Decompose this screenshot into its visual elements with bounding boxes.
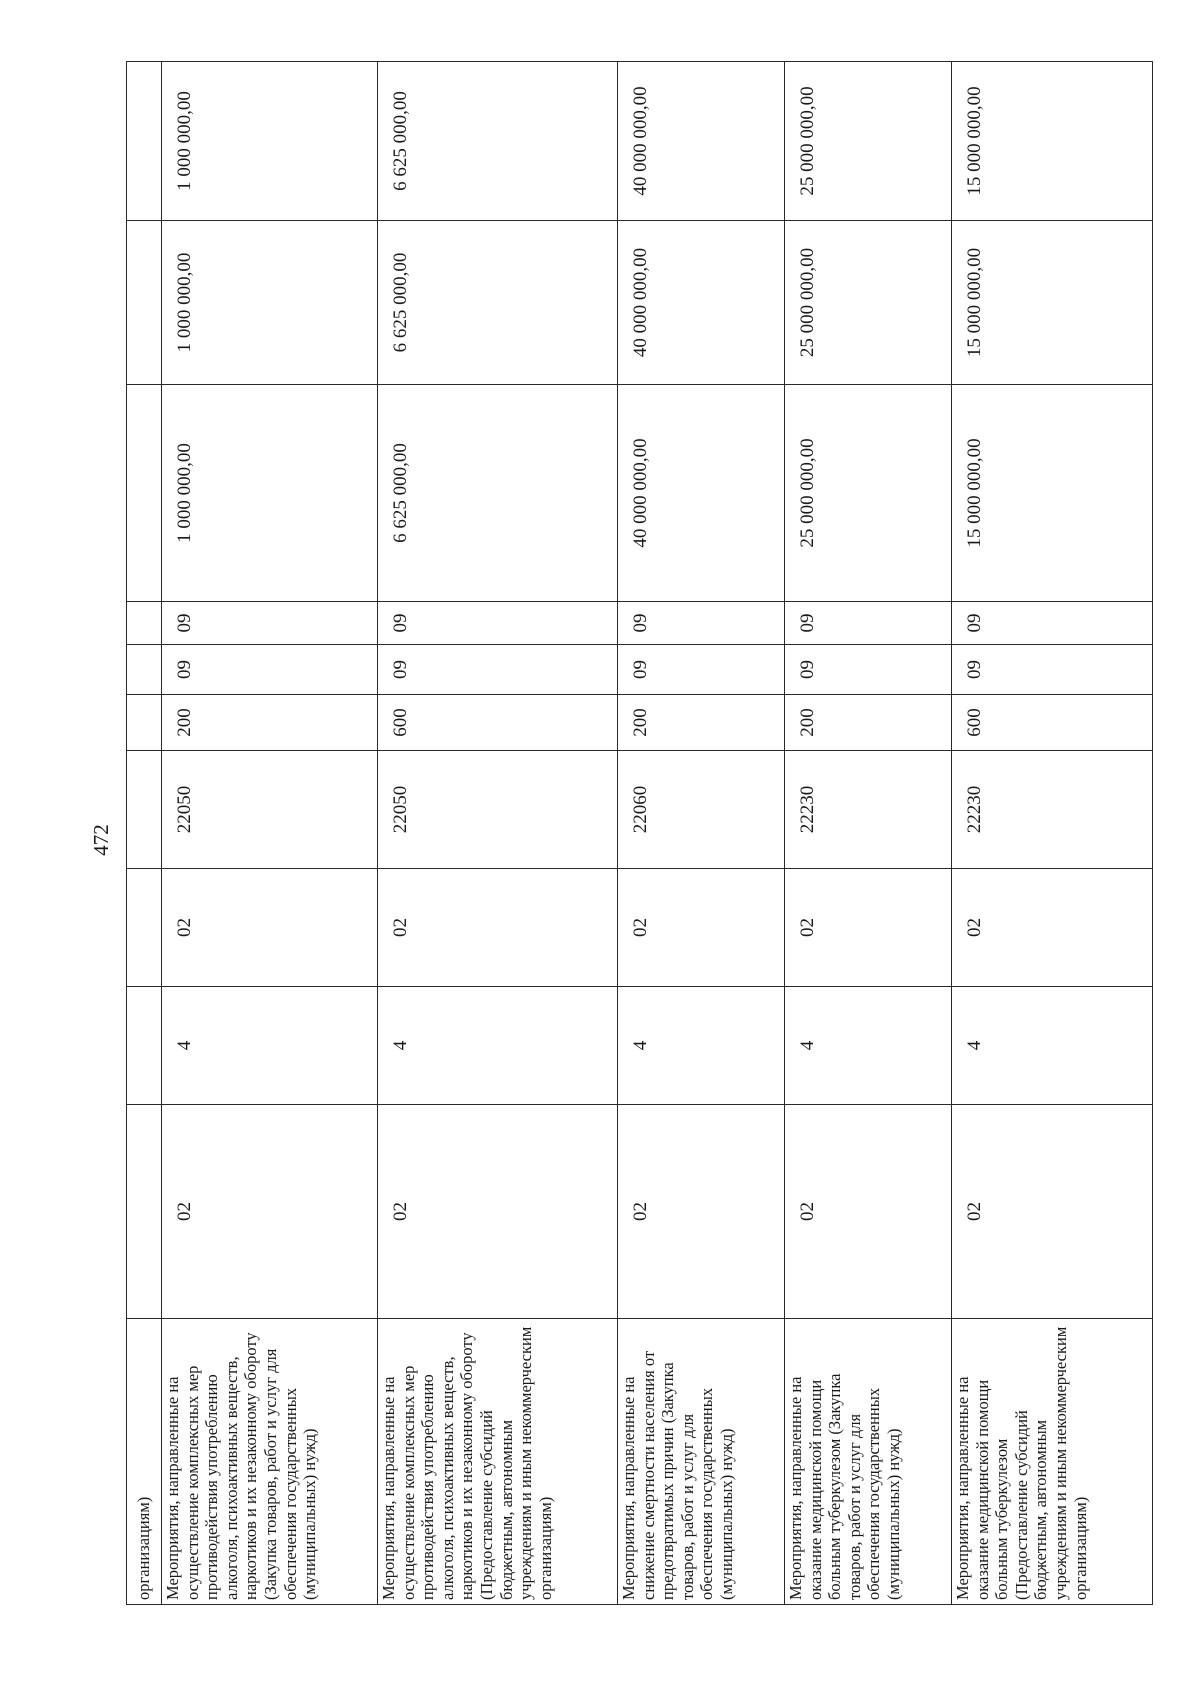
- row-code-a: 02: [785, 1105, 952, 1319]
- row-amount-2: 25 000 000,00: [785, 221, 952, 385]
- row-amount-2: 1 000 000,00: [162, 221, 378, 385]
- row-amount-1: 40 000 000,00: [618, 385, 785, 602]
- row-code-f: 09: [785, 645, 952, 695]
- row-code-g: 09: [785, 602, 952, 645]
- row-amount-1: 25 000 000,00: [785, 385, 952, 602]
- row-amount-1: 6 625 000,00: [378, 385, 618, 602]
- row-code-g: 09: [378, 602, 618, 645]
- row-amount-3: 15 000 000,00: [952, 62, 1153, 221]
- row-amount-3: 25 000 000,00: [785, 62, 952, 221]
- row-code-c: 02: [952, 869, 1153, 987]
- page-number: 472: [89, 824, 113, 856]
- row-description: Мероприятия, направленные на осуществление комплексных мер противодействия употреблению алкоголя, психоактивных веществ, наркотиков и их незаконному обороту (Закупка товаров, работ и услуг для обеспечения государственных (муниципальных) нужд): [162, 1319, 378, 1605]
- row-code-f: 09: [618, 645, 785, 695]
- row-code-d: 22050: [162, 751, 378, 869]
- row-code-c: 02: [785, 869, 952, 987]
- budget-table: [126, 61, 1153, 1605]
- row-description: Мероприятия, направленные на оказание медицинской помощи больным туберкулезом (Предоставление субсидий бюджетным, автономным учреждениям и иным некоммерческим организациям): [952, 1319, 1153, 1605]
- row-code-a: 02: [618, 1105, 785, 1319]
- row-amount-1: 15 000 000,00: [952, 385, 1153, 602]
- row-amount-2: 15 000 000,00: [952, 221, 1153, 385]
- row-code-e: 200: [618, 695, 785, 751]
- row-code-d: 22060: [618, 751, 785, 869]
- row-code-e: 200: [785, 695, 952, 751]
- row-code-a: 02: [378, 1105, 618, 1319]
- table-row: [785, 62, 952, 1605]
- row-code-g: 09: [162, 602, 378, 645]
- continuation-text: организациям): [127, 1319, 162, 1605]
- row-amount-2: 6 625 000,00: [378, 221, 618, 385]
- row-code-f: 09: [952, 645, 1153, 695]
- table-row: [162, 62, 378, 1605]
- row-code-f: 09: [162, 645, 378, 695]
- row-code-b: 4: [785, 987, 952, 1105]
- row-description: Мероприятия, направленные на оказание медицинской помощи больным туберкулезом (Закупка товаров, работ и услуг для обеспечения государственных (муниципальных) нужд): [785, 1319, 952, 1605]
- row-amount-3: 1 000 000,00: [162, 62, 378, 221]
- row-amount-3: 6 625 000,00: [378, 62, 618, 221]
- row-amount-3: 40 000 000,00: [618, 62, 785, 221]
- table-row: [378, 62, 618, 1605]
- row-code-g: 09: [952, 602, 1153, 645]
- row-code-e: 600: [952, 695, 1153, 751]
- table-row: [618, 62, 785, 1605]
- table-row-continuation: [127, 62, 162, 1605]
- row-code-a: 02: [162, 1105, 378, 1319]
- row-code-e: 200: [162, 695, 378, 751]
- row-code-b: 4: [162, 987, 378, 1105]
- row-description: Мероприятия, направленные на осуществление комплексных мер противодействия употреблению алкоголя, психоактивных веществ, наркотиков и их незаконному обороту (Предоставление субсидий бюджетным, автономным учреждениям и иным некоммерческим организациям): [378, 1319, 618, 1605]
- row-amount-1: 1 000 000,00: [162, 385, 378, 602]
- row-code-c: 02: [618, 869, 785, 987]
- row-code-a: 02: [952, 1105, 1153, 1319]
- budget-table-rotated: [126, 62, 1102, 1605]
- row-code-d: 22230: [785, 751, 952, 869]
- table-row: [952, 62, 1153, 1605]
- row-amount-2: 40 000 000,00: [618, 221, 785, 385]
- row-description: Мероприятия, направленные на снижение смертности населения от предотвратимых причин (Закупка товаров, работ и услуг для обеспечения государственных (муниципальных) нужд): [618, 1319, 785, 1605]
- row-code-g: 09: [618, 602, 785, 645]
- row-code-e: 600: [378, 695, 618, 751]
- row-code-c: 02: [162, 869, 378, 987]
- row-code-b: 4: [378, 987, 618, 1105]
- row-code-d: 22050: [378, 751, 618, 869]
- row-code-f: 09: [378, 645, 618, 695]
- row-code-d: 22230: [952, 751, 1153, 869]
- row-code-b: 4: [618, 987, 785, 1105]
- row-code-c: 02: [378, 869, 618, 987]
- row-code-b: 4: [952, 987, 1153, 1105]
